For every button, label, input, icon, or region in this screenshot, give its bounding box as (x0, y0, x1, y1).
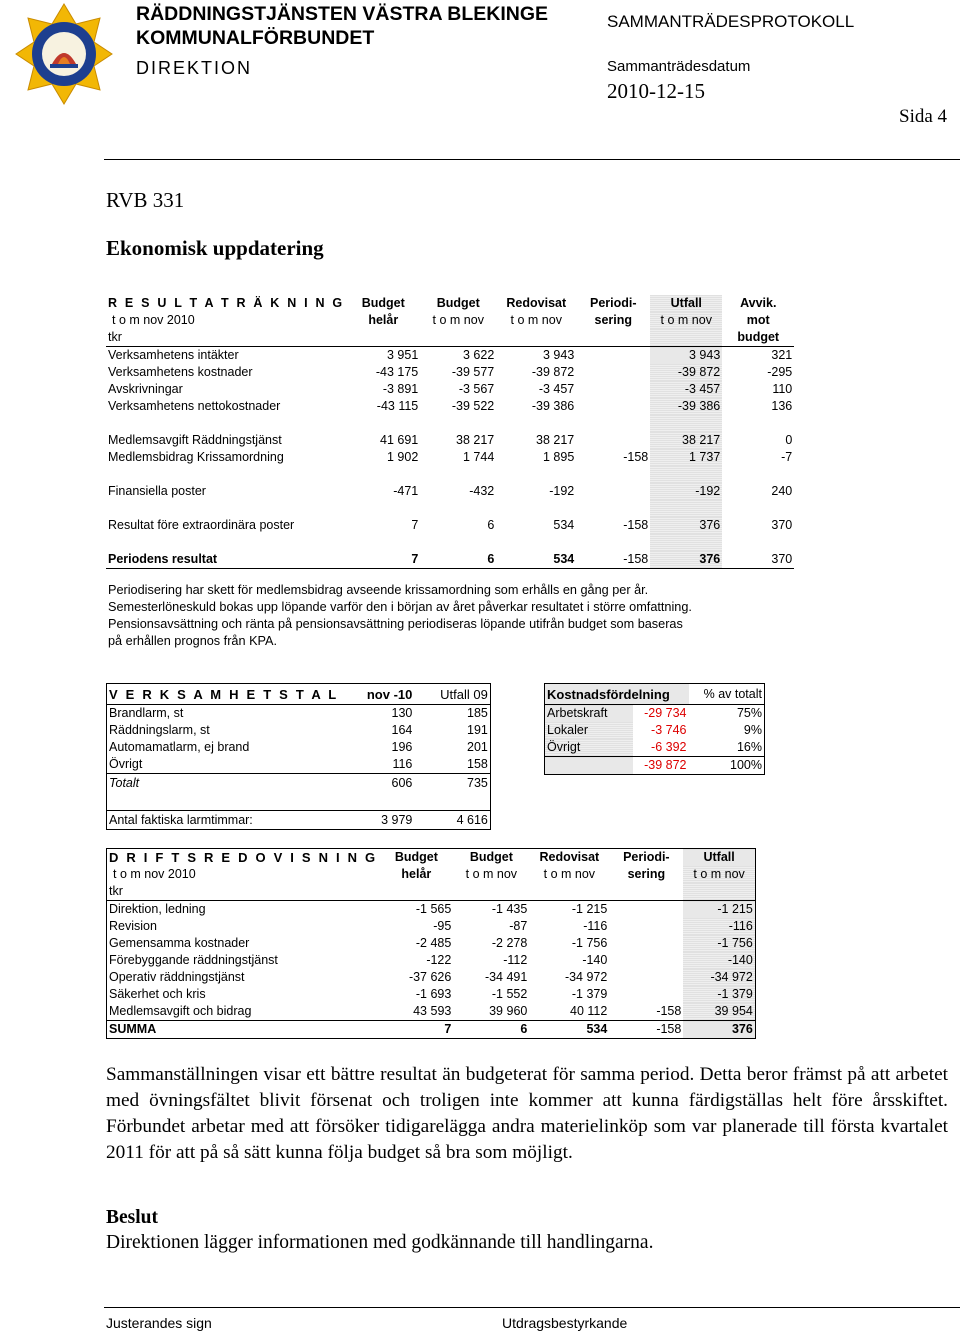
table-cell (722, 500, 794, 517)
table-cell: -1 552 (491, 987, 528, 1001)
table-cell (340, 793, 414, 811)
table-cell (346, 329, 420, 347)
table-cell: -432 (469, 484, 495, 498)
table-cell: -34 491 (484, 970, 528, 984)
table-cell (609, 918, 683, 935)
table-row (107, 935, 756, 952)
conclusion-paragraph: Sammanställningen visar ett bättre resultat än budgeterat för samma period. Detta beror främst på att arbetet med övningsfältet blivit försenat och troligen inte kommer att kunna färdigställas helt före årsskiftet. Förbundet arbetar med att försöker tidigarelägga andra materielinköp som var planerade till första kvartalet 2011 för att på så sätt kunna följa budget så bra som möjligt. (106, 1064, 948, 1163)
table-cell: 136 (771, 399, 793, 413)
table-cell: 201 (467, 740, 488, 754)
table-row (106, 483, 794, 500)
table-cell: 240 (771, 484, 793, 498)
table-row (107, 722, 491, 739)
table-cell: -158 (623, 518, 649, 532)
table-cell: -3 457 (538, 382, 575, 396)
table-cell: -1 756 (683, 935, 755, 952)
dept-name: DIREKTION (136, 58, 253, 78)
table-cell: 191 (467, 723, 488, 737)
table-cell: 534 (553, 552, 575, 566)
table-cell: Budget (436, 296, 480, 310)
table-cell (496, 466, 576, 483)
table-cell: Medlemsbidrag Krissamordning (108, 450, 284, 464)
table-cell: 110 (772, 382, 793, 396)
table-cell (576, 432, 650, 449)
table-row (107, 986, 756, 1003)
table-cell: -158 (623, 552, 649, 566)
table-row (106, 432, 794, 449)
table-cell (683, 883, 755, 901)
table-cell: -471 (393, 484, 419, 498)
table-cell: 606 (391, 776, 413, 790)
table-cell (496, 415, 576, 432)
table-cell: -122 (426, 953, 452, 967)
table-cell (420, 534, 496, 551)
table-cell: -3 746 (651, 723, 687, 737)
notes (108, 582, 692, 650)
table-cell (346, 500, 420, 517)
table-cell: Totalt (109, 776, 140, 790)
table-cell: helår (401, 867, 432, 881)
table-cell: -1 693 (415, 987, 452, 1001)
table-cell (545, 757, 633, 775)
note-line: Pensionsavsättning och ränta på pensionsavsättning periodiseras löpande utifrån budget som baseras (108, 617, 683, 631)
table-row (106, 347, 794, 365)
date-label: Sammanträdesdatum (607, 58, 751, 75)
table-cell (650, 500, 722, 517)
table-cell: Verksamhetens intäkter (108, 348, 239, 362)
table-cell (576, 483, 650, 500)
table-cell: -39 577 (451, 365, 495, 379)
table-cell: tkr (109, 884, 123, 898)
table-cell: 38 217 (456, 433, 495, 447)
table-row-total (106, 551, 794, 569)
ops-head-row1 (107, 849, 756, 867)
table-cell: Medlemsavgift Räddningstjänst (108, 433, 282, 447)
table-cell: Budget (394, 850, 438, 864)
cost-head (545, 684, 765, 705)
table-cell: -158 (656, 1004, 682, 1018)
table-cell: -140 (683, 952, 755, 969)
table-cell: sering (594, 313, 633, 327)
spacer-row (106, 534, 794, 551)
result-head-period: t o m nov 2010 (112, 313, 195, 327)
table-cell (722, 466, 794, 483)
table-cell: 158 (467, 757, 488, 771)
footer-utdragsbestyrkande: Utdragsbestyrkande (502, 1315, 628, 1331)
table-cell: 370 (771, 552, 793, 566)
table-cell: -140 (582, 953, 608, 967)
table-cell: -43 175 (375, 365, 419, 379)
table-cell: 735 (467, 776, 488, 790)
result-table (106, 295, 794, 569)
table-cell: -158 (623, 450, 649, 464)
table-cell (576, 381, 650, 398)
table-cell: -6 392 (651, 740, 687, 754)
table-cell (609, 969, 683, 986)
table-cell: Arbetskraft (545, 705, 633, 723)
table-cell: -39 872 (531, 365, 575, 379)
table-cell: Avskrivningar (108, 382, 183, 396)
table-cell: Resultat före extraordinära poster (108, 518, 295, 532)
table-cell (576, 415, 650, 432)
table-cell: 7 (444, 1022, 452, 1036)
table-cell: D R I F T S R E D O V I S N I N G (109, 850, 378, 865)
table-cell: -95 (433, 919, 452, 933)
table-cell: 100% (730, 758, 762, 772)
page-number: Sida 4 (899, 106, 948, 127)
cost-table (544, 683, 765, 775)
table-cell: -116 (583, 919, 608, 933)
table-cell: Avvik. (740, 296, 777, 310)
table-cell: 534 (586, 1022, 608, 1036)
table-cell (496, 534, 576, 551)
table-cell: nov -10 (366, 686, 413, 702)
table-cell: -1 379 (571, 987, 608, 1001)
table-cell: Gemensamma kostnader (109, 936, 250, 950)
table-cell: t o m nov (510, 313, 562, 327)
spacer-row (106, 466, 794, 483)
table-cell: 1 895 (542, 450, 575, 464)
table-cell: -3 891 (382, 382, 419, 396)
table-cell (609, 883, 683, 901)
table-cell: -2 485 (415, 936, 452, 950)
table-cell (576, 534, 650, 551)
table-cell (650, 466, 722, 483)
table-cell: Antal faktiska larmtimmar: (109, 812, 253, 827)
note-line: Periodisering har skett för medlemsbidrag avseende krissamordning som erhålls en gång per år. (108, 583, 649, 597)
table-cell: -2 278 (491, 936, 528, 950)
table-cell (379, 883, 453, 901)
table-cell (609, 952, 683, 969)
table-cell: 1 744 (462, 450, 495, 464)
table-cell (496, 329, 576, 347)
table-cell: Periodi- (589, 296, 637, 310)
table-cell: -158 (656, 1022, 682, 1036)
table-cell: Övrigt (109, 757, 143, 771)
table-cell: 3 622 (462, 348, 495, 362)
table-cell (609, 986, 683, 1003)
table-cell: 38 217 (650, 432, 722, 449)
table-cell: Redovisat (539, 850, 600, 864)
decision-title: Beslut (106, 1207, 159, 1228)
table-cell: 39 960 (489, 1004, 528, 1018)
table-cell (420, 500, 496, 517)
table-cell: 43 593 (413, 1004, 452, 1018)
table-cell: t o m nov (683, 866, 755, 883)
table-cell: 1 737 (650, 449, 722, 466)
table-cell: Direktion, ledning (109, 902, 206, 916)
table-cell (576, 500, 650, 517)
table-cell (576, 329, 650, 347)
table-row (545, 722, 765, 739)
logo (14, 2, 114, 106)
table-cell: -34 972 (564, 970, 608, 984)
ops-head-row3 (107, 883, 756, 901)
table-cell: Periodi- (623, 850, 670, 864)
table-cell: -1 756 (571, 936, 608, 950)
ops-total (107, 1021, 756, 1039)
table-cell (609, 901, 683, 919)
activity-table (106, 683, 491, 830)
table-cell: Budget (469, 850, 513, 864)
table-cell (420, 415, 496, 432)
table-cell (722, 534, 794, 551)
table-cell: 3 979 (381, 812, 413, 827)
table-cell: 3 943 (542, 348, 575, 362)
table-cell: Automamatlarm, ej brand (109, 740, 250, 754)
table-cell: helår (368, 313, 399, 327)
result-head-row3 (106, 329, 794, 347)
table-cell: 39 954 (683, 1003, 755, 1021)
table-cell: -39 872 (644, 758, 687, 772)
table-cell (722, 415, 794, 432)
result-head-row2 (106, 312, 794, 329)
table-cell: -1 215 (683, 901, 755, 919)
cost-total (545, 757, 765, 775)
table-row (107, 705, 491, 723)
doc-type: SAMMANTRÄDESPROTOKOLL (607, 12, 855, 31)
table-cell: -87 (509, 919, 528, 933)
table-cell: V E R K S A M H E T S T A L (109, 686, 339, 702)
table-cell: Brandlarm, st (109, 706, 184, 720)
table-row (107, 952, 756, 969)
table-cell: 1 902 (386, 450, 419, 464)
table-cell: Lokaler (545, 722, 633, 739)
table-cell: Utfall 09 (440, 686, 488, 702)
table-cell: 3 951 (386, 348, 419, 362)
table-cell: mot (746, 313, 770, 327)
table-cell: -192 (549, 484, 575, 498)
table-cell: 164 (391, 723, 413, 737)
section-ref: RVB 331 (106, 188, 185, 212)
table-row (107, 901, 756, 919)
header-divider (104, 159, 960, 160)
table-row (107, 969, 756, 986)
table-row (106, 364, 794, 381)
activity-head (107, 684, 491, 705)
table-cell: t o m nov (465, 867, 518, 881)
table-cell: Periodens resultat (108, 552, 218, 566)
table-cell: Finansiella poster (108, 484, 206, 498)
table-cell: -116 (683, 918, 755, 935)
table-cell: -112 (503, 953, 528, 967)
table-cell: -39 522 (451, 399, 495, 413)
table-cell: 16% (736, 740, 762, 754)
table-cell (496, 500, 576, 517)
table-cell (346, 415, 420, 432)
result-head-unit: tkr (108, 330, 122, 344)
table-cell: 376 (650, 551, 722, 569)
ops-table (106, 848, 756, 1039)
table-cell (107, 793, 341, 811)
table-cell (529, 883, 609, 901)
table-cell: t o m nov (432, 313, 484, 327)
table-cell: SUMMA (109, 1022, 157, 1036)
table-cell (576, 347, 650, 365)
table-cell: -295 (767, 365, 793, 379)
table-cell: Säkerhet och kris (109, 987, 206, 1001)
table-cell: Verksamhetens kostnader (108, 365, 253, 379)
table-cell: 4 616 (456, 812, 488, 827)
table-cell: 130 (391, 706, 413, 720)
table-cell: 75% (736, 706, 762, 720)
table-cell: 7 (411, 552, 419, 566)
table-cell (576, 364, 650, 381)
table-cell: Kostnadsfördelning (545, 684, 689, 705)
table-cell (650, 415, 722, 432)
table-cell (576, 398, 650, 415)
table-cell: 40 112 (570, 1004, 608, 1018)
table-cell: 7 (411, 518, 419, 532)
table-row (107, 1003, 756, 1021)
table-cell: % av totalt (703, 686, 762, 701)
table-cell: 9% (743, 723, 762, 737)
table-cell: -3 457 (650, 381, 722, 398)
table-cell: Budget (361, 296, 405, 310)
table-cell: -34 972 (683, 969, 755, 986)
footer-divider (104, 1307, 960, 1308)
note-line: Semesterlöneskuld bokas upp löpande varför den i början av året påverkar resultatet i större omfattning. (108, 600, 692, 614)
org-name-line1: RÄDDNINGSTJÄNSTEN VÄSTRA BLEKINGE (136, 3, 549, 25)
table-cell: -1 215 (571, 902, 608, 916)
activity-total (107, 774, 491, 794)
org-name-line2: KOMMUNALFÖRBUNDET (136, 27, 375, 49)
table-cell: 6 (487, 518, 495, 532)
table-row (107, 756, 491, 774)
table-cell (420, 466, 496, 483)
table-cell: Operativ räddningstjänst (109, 970, 245, 984)
table-cell: 370 (771, 518, 793, 532)
table-cell: Redovisat (506, 296, 567, 310)
table-cell (346, 534, 420, 551)
table-cell: 376 (683, 1021, 755, 1039)
table-cell: t o m nov (543, 867, 596, 881)
result-head-row1 (106, 295, 794, 312)
table-cell: 116 (392, 757, 413, 771)
table-cell (106, 534, 346, 551)
note-line: på erhållen prognos från KPA. (108, 634, 278, 648)
table-cell: 376 (650, 517, 722, 534)
table-cell: -39 872 (650, 364, 722, 381)
table-cell: t o m nov (650, 312, 722, 329)
spacer-row (106, 415, 794, 432)
table-row (106, 517, 794, 534)
table-cell: 38 217 (536, 433, 575, 447)
table-cell: t o m nov 2010 (113, 867, 196, 881)
activity-hours (107, 811, 491, 830)
table-row (106, 398, 794, 415)
spacer-row (107, 793, 491, 811)
table-cell: -3 567 (458, 382, 495, 396)
table-cell: Räddningslarm, st (109, 723, 210, 737)
table-cell (106, 500, 346, 517)
table-cell: 6 (520, 1022, 528, 1036)
meeting-date: 2010-12-15 (607, 79, 705, 103)
table-cell: -39 386 (650, 398, 722, 415)
table-cell: Verksamhetens nettokostnader (108, 399, 281, 413)
spacer-row (106, 500, 794, 517)
table-cell (420, 329, 496, 347)
table-cell: -1 435 (491, 902, 528, 916)
table-cell: -192 (650, 483, 722, 500)
table-row (545, 739, 765, 757)
table-cell: -43 115 (376, 399, 419, 413)
table-cell: -1 379 (683, 986, 755, 1003)
table-cell (453, 883, 529, 901)
table-cell: Utfall (650, 295, 722, 312)
table-cell: 196 (391, 740, 413, 754)
section-title: Ekonomisk uppdatering (106, 236, 324, 260)
table-cell (576, 466, 650, 483)
table-row (107, 739, 491, 756)
table-cell: Förebyggande räddningstjänst (109, 953, 278, 967)
table-cell: 3 943 (650, 347, 722, 365)
table-row (106, 381, 794, 398)
table-cell: -37 626 (408, 970, 452, 984)
table-cell: 0 (785, 433, 793, 447)
table-cell (414, 793, 490, 811)
table-cell: -7 (781, 450, 793, 464)
table-cell: Övrigt (545, 739, 633, 757)
table-cell: 41 691 (380, 433, 419, 447)
table-cell: 321 (771, 348, 793, 362)
table-row (107, 918, 756, 935)
table-cell: sering (627, 867, 666, 881)
table-cell (650, 534, 722, 551)
table-cell: 185 (467, 706, 488, 720)
table-cell: Medlemsavgift och bidrag (109, 1004, 252, 1018)
table-cell (650, 329, 722, 347)
table-cell (106, 466, 346, 483)
result-head-title: R E S U L T A T R Ä K N I N G (108, 296, 345, 310)
table-cell: budget (737, 330, 780, 344)
footer-justerandes-sign: Justerandes sign (106, 1315, 212, 1331)
table-cell: -1 565 (415, 902, 452, 916)
table-row (106, 449, 794, 466)
table-cell: 534 (553, 518, 575, 532)
table-cell (106, 415, 346, 432)
table-cell: Utfall (683, 849, 755, 867)
table-cell (609, 935, 683, 952)
table-cell: 6 (487, 552, 495, 566)
table-cell: -29 734 (644, 706, 687, 720)
decision-text: Direktionen lägger informationen med godkännande till handlingarna. (106, 1232, 654, 1253)
table-cell: Revision (109, 919, 157, 933)
table-row (545, 705, 765, 723)
table-cell: -39 386 (531, 399, 575, 413)
table-cell (346, 466, 420, 483)
ops-head-row2 (107, 866, 756, 883)
